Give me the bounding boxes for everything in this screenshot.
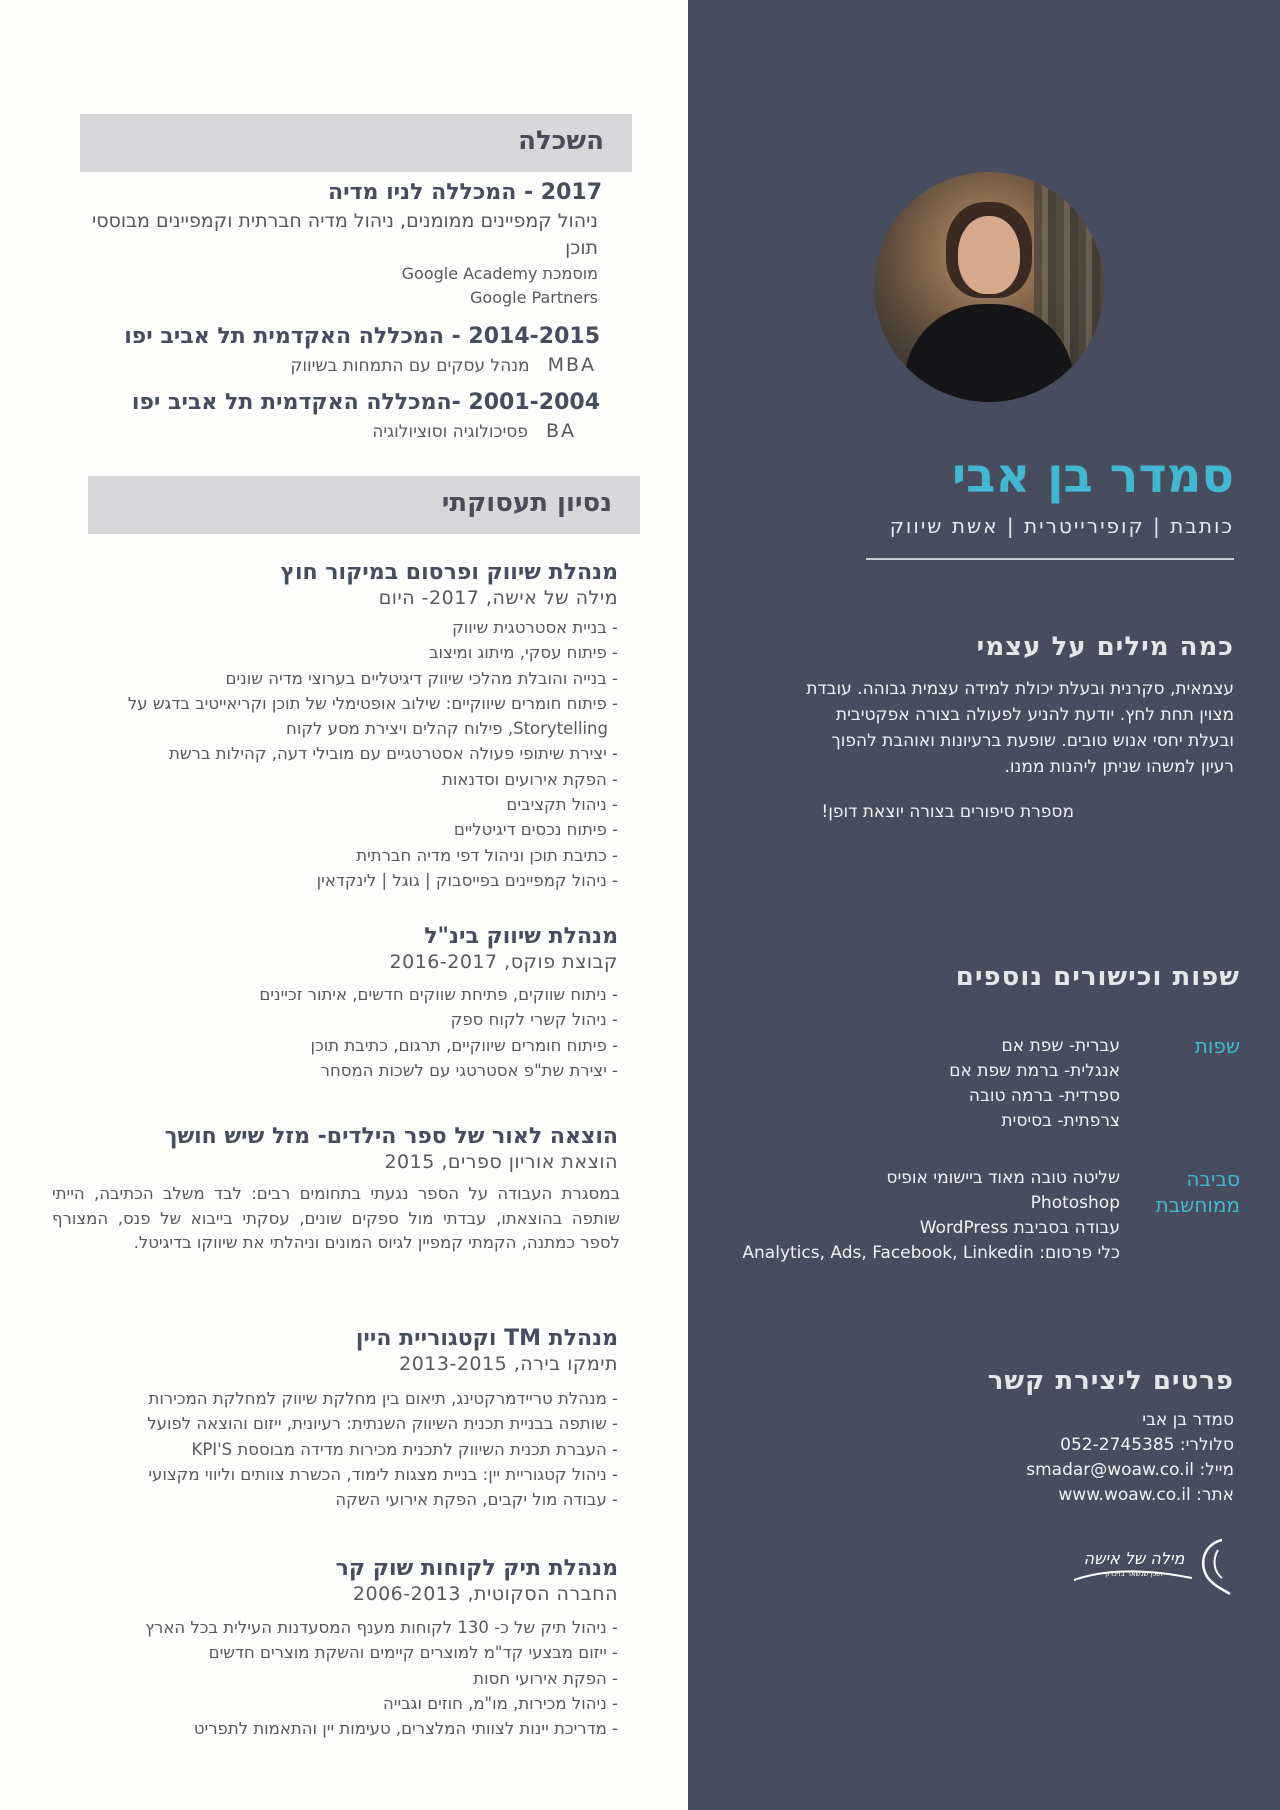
education-band <box>80 114 632 172</box>
skills-heading: שפות וכישורים נוספים <box>955 962 1240 992</box>
job-subtitle: תימקו בירה, 2013-2015 <box>399 1353 618 1375</box>
job-bullet: - הפקת אירועי חסות <box>473 1668 618 1688</box>
job-title: מנהלת TM וקטגוריית היין <box>355 1326 618 1351</box>
job-paragraph: במסגרת העבודה על הספר נגעתי בתחומים רבים: לבד משלב הכתיבה, הייתי שותפה בהוצאתו, עבדתי מול ספקים שונים, עסקתי בייבוא של פנס, המצורף לספר כמתנה, הקמתי קמפיין לגיוס המונים וניהלתי את שיווקו בדיגיטל. <box>52 1184 620 1252</box>
degree-desc: פסיכולוגיה וסוציולוגיה <box>372 422 528 442</box>
degree-code: MBA <box>547 354 596 376</box>
job-title: מנהלת שיווק בינ"ל <box>424 924 618 949</box>
job-bullet: - יצירת שיתופי פעולה אסטרטגיים עם מובילי דעה, קהילות ברשת <box>169 744 618 764</box>
language-item: ספרדית- ברמה טובה <box>968 1086 1120 1106</box>
education-title: 2014-2015 - המכללה האקדמית תל אביב יפו <box>124 324 600 349</box>
job-title: הוצאה לאור של ספר הילדים- מזל שיש חושך <box>164 1124 618 1149</box>
language-item: צרפתית- בסיסית <box>1001 1111 1120 1131</box>
contact-name: סמדר בן אבי <box>1142 1410 1234 1430</box>
about-heading: כמה מילים על עצמי <box>976 632 1234 662</box>
job-bullet: - ניהול קטגוריית יין: בניית מצגות לימוד, הכשרת צוותים וליווי מקצועי <box>148 1464 618 1484</box>
job-subtitle: הוצאת אוריון ספרים, 2015 <box>384 1151 618 1173</box>
contact-phone[interactable]: סלולרי: 052-2745385 <box>1060 1435 1234 1455</box>
degree-row <box>290 354 596 376</box>
job-bullet: - ניהול תיק של כ- 130 לקוחות מענף המסעדנות העילית בכל הארץ <box>145 1618 618 1637</box>
education-title: 2001-2004 -המכללה האקדמית תל אביב יפו <box>131 390 600 415</box>
education-text: ניהול קמפיינים ממומנים, ניהול מדיה חברתית וקמפיינים מבוססי תוכן <box>91 210 598 259</box>
job-subtitle: מילה של אישה, 2017- היום <box>378 587 618 609</box>
experience-heading: נסיון תעסוקתי <box>441 488 612 518</box>
profile-subtitle: כותבת | קופירייטרית | אשת שיווק <box>889 514 1234 538</box>
job-bullet: - פיתוח נכסים דיגיטליים <box>453 820 618 840</box>
degree-desc: מנהל עסקים עם התמחות בשיווק <box>290 356 530 376</box>
contact-website[interactable]: אתר: www.woaw.co.il <box>1058 1485 1234 1505</box>
svg-text:מילה של אישה: מילה של אישה <box>1083 1549 1185 1568</box>
languages-label: שפות <box>1194 1034 1240 1058</box>
computer-skill-item: Photoshop <box>1030 1193 1120 1213</box>
experience-band <box>88 476 640 534</box>
profile-name: סמדר בן אבי <box>952 448 1234 504</box>
computer-skill-item: עבודה בסביבת WordPress <box>919 1218 1120 1238</box>
computer-label: סביבה ממוחשבת <box>1155 1167 1240 1217</box>
computer-skill-item: כלי פרסום: Analytics, Ads, Facebook, Linkedin <box>742 1243 1120 1263</box>
job-bullets <box>145 1615 618 1741</box>
computer-skill-item: שליטה טובה מאוד ביישומי אופיס <box>886 1168 1120 1188</box>
job-bullet: - ניהול תקציבים <box>506 795 618 815</box>
about-extra: מספרת סיפורים בצורה יוצאת דופן! <box>821 802 1074 822</box>
job-bullet: - הפקת אירועים וסדנאות <box>441 769 618 789</box>
job-bullet: - פיתוח עסקי, מיתוג ומיצוב <box>429 643 618 663</box>
language-item: עברית- שפת אם <box>1001 1036 1120 1056</box>
job-subtitle: החברה הסקוטית, 2006-2013 <box>352 1583 618 1605</box>
job-bullets <box>259 982 618 1083</box>
education-heading: השכלה <box>518 126 604 156</box>
job-bullets <box>128 615 618 893</box>
job-bullet: - ייזום מבצעי קד"מ למוצרים קיימים והשקת מוצרים חדשים <box>208 1643 618 1663</box>
about-text: עצמאית, סקרנית ובעלת יכולת למידה עצמית גבוהה. עובדת מצוין תחת לחץ. יודעת להניע לפעולה בצורה אפקטיבית ובעלת יחסי אנוש טובים. שופעת ברעיונות ואוהבת להפוך רעיון למשהו שניתן ליהנות ממנו. <box>806 679 1234 777</box>
job-bullet: - ניהול קשרי לקוח ספק <box>450 1010 618 1030</box>
job-subtitle: קבוצת פוקס, 2016-2017 <box>389 951 618 973</box>
contact-email[interactable]: מייל: smadar@woaw.co.il <box>1026 1460 1234 1480</box>
job-bullets <box>147 1386 618 1512</box>
job-bullet: - העברת תכנית השיווק לתכנית מכירות מדידה מבוססת KPI'S <box>191 1439 618 1459</box>
job-title: מנהלת שיווק ופרסום במיקור חוץ <box>280 560 618 585</box>
job-bullet: - מדריכת יינות לצוותי המלצרים, טעימות יין והתאמות לתפריט <box>193 1719 618 1739</box>
svg-text:תוכן שנשאר בזיכרון: תוכן שנשאר בזיכרון <box>1105 1570 1163 1578</box>
job-bullet: - בנייה והובלת מהלכי שיווק דיגיטליים בערוצי מדיה שונים <box>225 668 618 688</box>
profile-photo <box>874 172 1104 402</box>
language-item: אנגלית- ברמת שפת אם <box>949 1061 1120 1081</box>
contact-heading: פרטים ליצירת קשר <box>987 1366 1234 1396</box>
job-bullet: - מנהלת טריידמרקטינג, תיאום בין מחלקת שיווק למחלקת המכירות <box>148 1389 618 1408</box>
computer-skills-list <box>742 1166 1120 1266</box>
job-bullet: - עבודה מול יקבים, הפקת אירועי השקה <box>335 1490 618 1510</box>
degree-code: BA <box>545 420 576 442</box>
education-title: 2017 - המכללה לניו מדיה <box>328 180 602 205</box>
job-bullet: - פיתוח חומרים שיווקיים: שילוב אופטימלי של תוכן וקריאייטיב בדגש על <box>127 693 618 713</box>
degree-row <box>372 420 576 442</box>
brand-logo <box>1072 1534 1236 1602</box>
job-bullet: - ניהול מכירות, מו"מ, חוזים וגבייה <box>382 1693 618 1713</box>
education-note: Google Partners <box>470 288 598 307</box>
job-bullet: - בניית אסטרטגית שיווק <box>452 618 618 637</box>
education-note: מוסמכת Google Academy <box>401 264 598 283</box>
job-bullet: - כתיבת תוכן וניהול דפי מדיה חברתית <box>356 845 618 865</box>
job-bullet: - ניהול קמפיינים בפייסבוק | גוגל | לינקדאין <box>316 870 618 890</box>
languages-list <box>949 1034 1120 1134</box>
job-title: מנהלת תיק לקוחות שוק קר <box>335 1556 618 1581</box>
job-bullet: - יצירת שת"פ אסטרטגי עם לשכות המסחר <box>320 1060 618 1080</box>
job-bullet: - ניתוח שווקים, פתיחת שווקים חדשים, איתור זכיינים <box>259 985 618 1004</box>
job-bullet: - פיתוח חומרים שיווקיים, תרגום, כתיבת תוכן <box>310 1035 618 1055</box>
divider <box>866 558 1234 560</box>
job-bullet: - שותפה בבניית תכנית השיווק השנתית: רעיונית, ייזום והוצאה לפועל <box>147 1414 618 1434</box>
contact-details <box>1026 1408 1234 1508</box>
job-bullet: Storytelling, פילוח קהלים ויצירת מסע לקוח <box>286 719 608 739</box>
